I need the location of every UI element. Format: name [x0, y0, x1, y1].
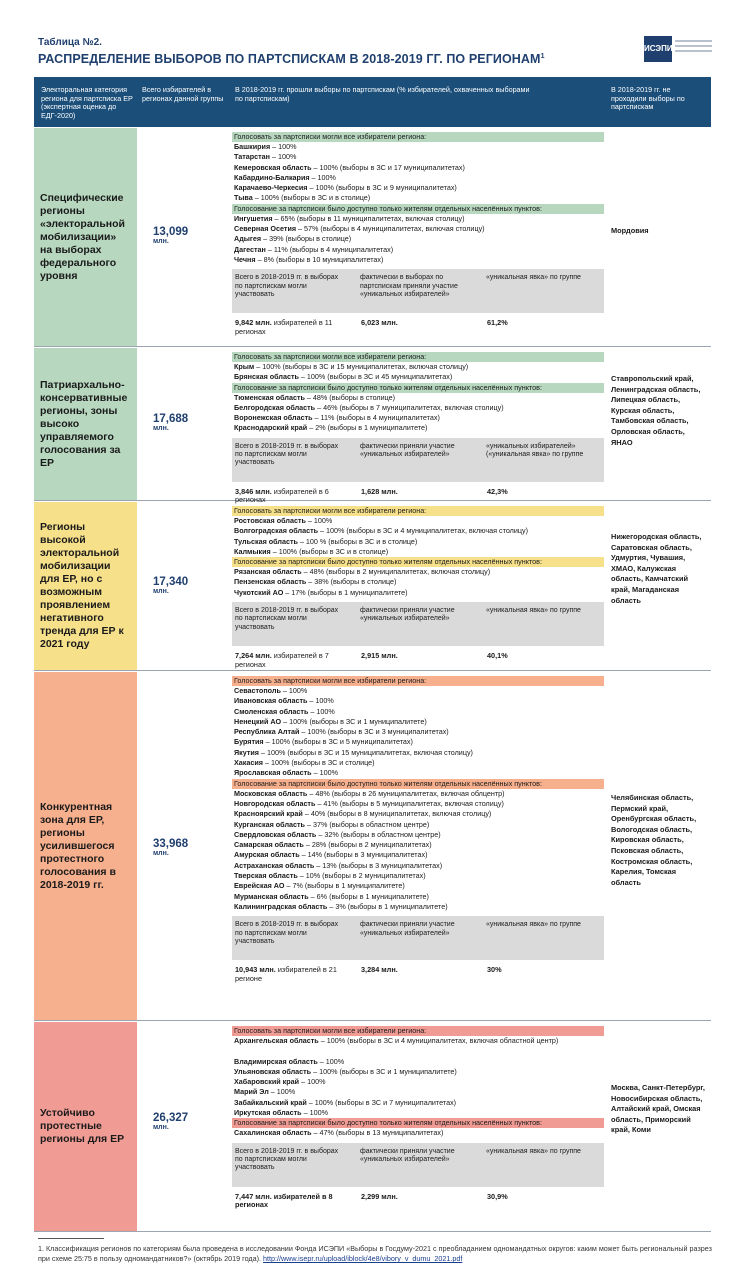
summary-actual-label: фактически приняли участие «уникальных избирателей» — [360, 442, 455, 459]
region-row — [232, 1128, 604, 1138]
summary-values — [232, 482, 604, 504]
region-name: Крым — [234, 362, 255, 371]
region-detail: – 39% (выборы в столице) — [261, 234, 352, 244]
footnote-rule — [38, 1238, 104, 1239]
region-detail: – 46% (выборы в 7 муниципалитетах, включая столицу) — [315, 402, 504, 412]
region-name: Самарская область — [234, 840, 304, 850]
summary-header — [232, 1143, 604, 1187]
region-name: Чукотский АО — [234, 587, 284, 597]
summary-actual-label: фактически приняли участие «уникальных избирателей» — [360, 607, 455, 623]
turnout-value: 40,1% — [487, 651, 508, 661]
region-detail: – 100% — [268, 1087, 296, 1097]
voters-total — [153, 576, 223, 596]
header-not-held: В 2018-2019 гг. не проходили выборы по партспискам — [611, 85, 685, 112]
region-row — [232, 871, 604, 881]
footnote-text: 1. Классификация регионов по категориям была проведена в исследовании Фонда ИСЭПИ «Выборы в Госдуму-2021 с преобладанием одномандатных округов: каким может быть региональный разрез при схеме 25:75 в пользу одномандатников?» (октябрь 2019 года). — [38, 1244, 712, 1263]
eligible-value-number: 7,447 млн. избирателей в 8 регионах — [235, 1191, 333, 1210]
region-detail: – 100% — [317, 1056, 345, 1066]
region-row — [232, 840, 604, 850]
table-header — [34, 77, 711, 127]
region-row — [232, 567, 604, 577]
region-name: Воронежская область — [234, 413, 313, 423]
region-row — [232, 413, 604, 423]
summary-values — [232, 960, 604, 982]
category-cell — [34, 672, 137, 1020]
region-name: Тверская область — [234, 871, 298, 881]
region-row — [232, 727, 604, 737]
region-name: Волгоградская область — [234, 526, 319, 536]
region-detail: – 100% (выборы в ЗС и 45 муниципалитетах) — [298, 372, 453, 382]
category-cell — [34, 1022, 137, 1231]
summary-values — [232, 313, 604, 335]
region-row — [232, 799, 604, 809]
all-voters-bar: Голосовать за партсписки могли все избиратели региона: — [232, 676, 604, 686]
eligible-value — [235, 652, 353, 669]
partial-voters-bar: Голосование за партсписки было доступно только жителям отдельных населённых пунктов: — [232, 1118, 604, 1128]
region-detail: – 40% (выборы в 8 муниципалитетах, включая столицу) — [302, 809, 492, 819]
all-voters-bar: Голосовать за партсписки могли все избиратели региона: — [232, 132, 604, 142]
region-name: Башкирия — [234, 142, 271, 151]
region-detail: – 100% (выборы в ЗС и 15 муниципалитетах, включая столицу) — [254, 362, 469, 371]
voters-value: 33,968 — [153, 838, 189, 850]
turnout-value: 30,9% — [487, 1191, 508, 1201]
summary-header — [232, 269, 604, 313]
region-detail: – 48% (выборы в 26 муниципалитетах, включая облцентр) — [307, 788, 505, 798]
region-row — [232, 696, 604, 706]
region-row — [232, 234, 604, 244]
region-group — [34, 348, 711, 505]
summary-eligible-label: Всего в 2018-2019 гг. в выборах по партспискам могли участвовать — [235, 442, 339, 467]
region-name: Ярославская область — [234, 768, 312, 778]
region-row — [232, 1077, 604, 1087]
all-voters-bar: Голосовать за партсписки могли все избиратели региона: — [232, 352, 604, 362]
category-cell — [34, 348, 137, 500]
region-detail: – 41% (выборы в 5 муниципалитетах, включая столицу) — [315, 798, 504, 808]
region-name: Хабаровский край — [234, 1077, 300, 1087]
summary-actual-label: фактически приняли участие «уникальных избирателей» — [360, 1147, 455, 1163]
region-detail: – 100% (выборы в ЗС и 4 муниципалитетах, включая столицу) — [318, 526, 528, 536]
eligible-value-rest: избирателей в 11 регионах — [235, 318, 333, 336]
region-detail: – 14% (выборы в 3 муниципалитетах) — [299, 850, 428, 860]
region-detail: – 100% (выборы в ЗС и 5 муниципалитетах) — [263, 737, 413, 747]
region-detail: – 100% (выборы в ЗС и 15 муниципалитетах, включая столицу) — [258, 747, 473, 757]
eligible-value-number: 3,846 млн. — [235, 486, 272, 496]
region-name: Белгородская область — [234, 402, 316, 412]
region-detail: – 100% (выборы в ЗС и в столице) — [270, 546, 389, 556]
region-detail: – 2% (выборы в 1 муниципалитете) — [307, 423, 428, 433]
region-row — [232, 1098, 604, 1108]
region-name: Дагестан — [234, 244, 266, 254]
region-detail: – 17% (выборы в 1 муниципалитете) — [283, 587, 408, 597]
region-name: Сахалинская область — [234, 1128, 312, 1138]
region-row — [232, 193, 604, 203]
region-detail: – 48% (выборы в 2 муниципалитетах, включая столицу) — [301, 567, 491, 577]
header-voters: Всего избирателей в регионах данной группы — [142, 85, 224, 103]
region-name: Калининградская область — [234, 901, 328, 911]
region-detail: – 100% — [301, 1108, 328, 1118]
region-detail: – 100% (выборы в ЗС и 1 муниципалитете) — [311, 1066, 457, 1076]
region-group — [34, 672, 711, 1021]
region-detail: – 100% — [305, 516, 333, 525]
summary-actual-label: фактически в выборах по партспискам приняли участие «уникальных избирателей» — [360, 274, 458, 298]
region-name: Ростовская область — [234, 516, 306, 525]
region-detail: – 100% — [307, 696, 334, 706]
held-elections — [232, 352, 604, 504]
region-name: Владимирская область — [234, 1056, 318, 1066]
region-row — [232, 547, 604, 557]
summary-turnout-label: «уникальная явка» по группе — [486, 1147, 581, 1155]
category-label: Устойчиво протестные регионы для ЕР — [40, 1107, 125, 1145]
region-row — [232, 902, 604, 912]
region-detail: – 100% (выборы в ЗС и 9 муниципалитетах) — [307, 183, 457, 193]
region-name: Марий Эл — [234, 1087, 269, 1097]
held-elections — [232, 1026, 604, 1209]
not-held-regions: Москва, Санкт-Петербург, Новосибирская область, Алтайский край, Омская область, Приморский край, Коми — [611, 1083, 705, 1135]
voters-value: 17,340 — [153, 576, 189, 588]
category-label: Регионы высокой электоральной мобилизации для ЕР, но с возможным проявлением негативного тренда для ЕР к 2021 году — [40, 521, 124, 650]
not-held-regions: Челябинская область, Пермский край, Оренбургская область, Вологодская область, Кировская область, Псковская область, Костромская область, Карелия, Томская область — [611, 793, 697, 887]
all-voters-bar: Голосовать за партсписки могли все избиратели региона: — [232, 506, 604, 516]
category-label: Специфические регионы «электоральной мобилизации» на выборах федерального уровня — [40, 191, 126, 282]
region-name: Пензенская область — [234, 577, 307, 587]
region-detail: – 48% (выборы в столице) — [304, 392, 396, 402]
eligible-value-rest: избирателей в 6 регионах — [235, 486, 329, 505]
region-name: Татарстан — [234, 152, 270, 162]
region-name: Севастополь — [234, 686, 281, 695]
region-row — [232, 1087, 604, 1097]
region-name: Краснодарский край — [234, 423, 308, 433]
eligible-value — [235, 319, 353, 336]
region-detail: – 100% (выборы в ЗС и 4 муниципалитетах, включая областной центр) — [318, 1036, 559, 1045]
held-elections — [232, 132, 604, 335]
region-row — [232, 516, 604, 526]
voters-value: 26,327 — [153, 1112, 189, 1124]
eligible-value-number: 9,842 млн. — [235, 318, 272, 328]
region-row — [232, 142, 604, 152]
region-row — [232, 393, 604, 403]
actual-value: 2,915 млн. — [361, 651, 398, 661]
summary-eligible-label: Всего в 2018-2019 гг. в выборах по партспискам могли участвовать — [235, 921, 339, 945]
logo-lines — [675, 40, 712, 55]
region-row — [232, 686, 604, 696]
region-name: Кабардино-Балкария — [234, 172, 310, 182]
voters-unit: млн. — [153, 425, 169, 432]
actual-value: 2,299 млн. — [361, 1191, 398, 1201]
region-row — [232, 403, 604, 413]
eligible-value-rest: избирателей в 7 регионах — [235, 651, 329, 669]
region-name: Архангельская область — [234, 1036, 319, 1045]
region-name: Свердловская область — [234, 829, 317, 839]
region-name: Северная Осетия — [234, 224, 297, 234]
region-row — [232, 1036, 604, 1057]
voters-unit: млн. — [153, 1124, 169, 1131]
region-row — [232, 526, 604, 536]
region-detail: – 65% (выборы в 11 муниципалитетах, включая столицу) — [272, 213, 465, 223]
summary-turnout-label: «уникальная явка» по группе — [486, 274, 581, 282]
region-name: Курганская область — [234, 819, 305, 829]
region-detail: – 100% (выборы в ЗС и в столице) — [252, 193, 371, 203]
all-voters-bar: Голосовать за партсписки могли все избиратели региона: — [232, 1026, 604, 1036]
region-name: Тульская область — [234, 536, 298, 546]
region-name: Смоленская область — [234, 706, 309, 716]
actual-value: 3,284 млн. — [361, 965, 398, 975]
region-detail: – 32% (выборы в областном центре) — [316, 829, 441, 839]
region-row — [232, 1067, 604, 1077]
region-group — [34, 502, 711, 671]
actual-value: 6,023 млн. — [361, 318, 398, 328]
region-detail: – 100% — [299, 1077, 326, 1087]
region-row — [232, 707, 604, 717]
region-name: Бурятия — [234, 737, 264, 747]
region-detail: – 100% (выборы в ЗС и 7 муниципалитетах) — [306, 1097, 457, 1107]
voters-value: 17,688 — [153, 413, 189, 425]
region-detail: – 6% (выборы в 1 муниципалитете) — [308, 891, 429, 901]
region-name: Новгородская область — [234, 798, 316, 808]
region-detail: – 7% (выборы в 1 муниципалитете) — [284, 881, 405, 891]
summary-turnout-label: «уникальная явка» по группе — [486, 921, 581, 929]
region-detail: – 100% — [311, 768, 338, 778]
region-name: Ивановская область — [234, 696, 308, 706]
page-title — [38, 52, 545, 66]
turnout-value: 30% — [487, 965, 502, 975]
footnote-link[interactable]: http://www.iseрr.ru/upload/iblock/4e8/vibory_v_dumu_2021.pdf — [263, 1254, 463, 1263]
region-group — [34, 1022, 711, 1232]
region-name: Амурская область — [234, 850, 300, 860]
region-row — [232, 255, 604, 265]
region-row — [232, 423, 604, 433]
logo-mark: ИСЭПИ — [644, 36, 672, 62]
region-name: Якутия — [234, 747, 259, 757]
region-row — [232, 173, 604, 183]
region-row — [232, 789, 604, 799]
region-row — [232, 850, 604, 860]
region-detail: – 28% (выборы в 2 муниципалитетах) — [303, 840, 432, 850]
region-row — [232, 163, 604, 173]
region-row — [232, 245, 604, 255]
eligible-value — [235, 966, 353, 983]
region-detail: – 11% (выборы в 4 муниципалитетах) — [265, 244, 394, 254]
summary-actual-label: фактически приняли участие «уникальных избирателей» — [360, 921, 455, 937]
voters-unit: млн. — [153, 850, 169, 857]
region-group — [34, 128, 711, 347]
header-category: Электоральная категория региона для партсписка ЕР (экспертная оценка до ЕДГ-2020) — [41, 85, 133, 120]
region-detail: – 100% — [269, 152, 297, 162]
eligible-value-number: 10,943 млн. — [235, 965, 276, 975]
voters-unit: млн. — [153, 238, 169, 245]
partial-voters-bar: Голосование за партсписки было доступно только жителям отдельных населённых пунктов: — [232, 779, 604, 789]
region-detail: – 100% — [280, 686, 308, 695]
region-name: Мурманская область — [234, 891, 309, 901]
region-detail: – 37% (выборы в областном центре) — [304, 819, 430, 829]
region-name: Московская область — [234, 788, 308, 798]
region-row — [232, 224, 604, 234]
region-detail: – 100% — [308, 706, 335, 716]
region-name: Ингушетия — [234, 213, 273, 223]
region-name: Калмыкия — [234, 546, 271, 556]
region-detail: – 3% (выборы в 1 муниципалитете) — [327, 901, 448, 911]
summary-eligible-label: Всего в 2018-2019 гг. в выборах по партспискам могли участвовать — [235, 607, 339, 631]
region-name: Чечня — [234, 254, 256, 264]
voters-value: 13,099 — [153, 226, 189, 238]
eligible-value — [235, 1193, 353, 1210]
region-detail: – 100% (выборы в ЗС и 3 муниципалитетах) — [299, 727, 449, 737]
region-name: Ненецкий АО — [234, 716, 282, 726]
region-detail: – 38% (выборы в столице) — [306, 577, 397, 587]
region-row — [232, 861, 604, 871]
region-row — [232, 881, 604, 891]
region-row — [232, 1057, 604, 1067]
region-detail: – 8% (выборы в 10 муниципалитетах) — [255, 254, 384, 264]
summary-eligible-label: Всего в 2018-2019 гг. в выборах по партспискам могли участвовать — [235, 274, 339, 298]
category-cell — [34, 128, 137, 346]
region-name: Ульяновская область — [234, 1066, 312, 1076]
summary-values — [232, 1187, 604, 1209]
region-detail: – 100% — [309, 172, 336, 182]
footnote — [38, 1244, 718, 1264]
not-held-regions: Мордовия — [611, 226, 649, 235]
summary-values — [232, 646, 604, 668]
category-cell — [34, 502, 137, 670]
region-name: Еврейская АО — [234, 881, 285, 891]
region-row — [232, 737, 604, 747]
region-row — [232, 830, 604, 840]
region-detail: – 11% (выборы в 4 муниципалитетах) — [312, 413, 440, 423]
region-name: Забайкальский край — [234, 1097, 307, 1107]
region-row — [232, 362, 604, 372]
region-detail: – 100 % (выборы в ЗС и в столице) — [297, 536, 418, 546]
region-name: Тыва — [234, 193, 253, 203]
region-detail: – 100% (выборы в ЗС и 1 муниципалитете) — [281, 716, 427, 726]
region-row — [232, 372, 604, 382]
summary-turnout-label: «уникальная явка» по группе — [486, 607, 581, 615]
region-row — [232, 809, 604, 819]
region-name: Адыгея — [234, 234, 262, 244]
header-held: В 2018-2019 гг. прошли выборы по партспискам (% избирателей, охваченных выборами по партспискам) — [235, 85, 530, 103]
region-row — [232, 1108, 604, 1118]
partial-voters-bar: Голосование за партсписки было доступно только жителям отдельных населённых пунктов: — [232, 557, 604, 567]
region-name: Брянская область — [234, 372, 299, 382]
summary-turnout-label: «уникальных избирателей» («уникальная явка» по группе — [486, 442, 584, 459]
isepi-logo — [644, 36, 712, 62]
region-name: Хакасия — [234, 758, 263, 768]
region-row — [232, 588, 604, 598]
region-row — [232, 758, 604, 768]
region-row — [232, 183, 604, 193]
region-detail: – 100% (выборы в ЗС и 17 муниципалитетах) — [311, 162, 465, 172]
region-name: Рязанская область — [234, 567, 302, 577]
held-elections — [232, 676, 604, 982]
region-name: Республика Алтай — [234, 727, 300, 737]
region-row — [232, 768, 604, 778]
not-held-regions: Нижегородская область, Саратовская область, Удмуртия, Чувашия, ХМАО, Калужская область, Камчатский край, Магаданская область — [611, 532, 702, 605]
voters-unit: млн. — [153, 588, 169, 595]
summary-header — [232, 602, 604, 646]
actual-value: 1,628 млн. — [361, 486, 398, 496]
partial-voters-bar: Голосование за партсписки было доступно только жителям отдельных населённых пунктов: — [232, 204, 604, 214]
voters-total — [153, 1112, 223, 1132]
region-name: Астраханская область — [234, 860, 315, 870]
region-detail: – 100% — [270, 142, 297, 151]
turnout-value: 42,3% — [487, 486, 508, 496]
region-name: Карачаево-Черкесия — [234, 183, 308, 193]
voters-total — [153, 838, 223, 858]
not-held-regions: Ставропольский край, Ленинградская область, Липецкая область, Курская область, Тамбовская область, Орловская область, ЯНАО — [611, 374, 701, 447]
region-name: Кемеровская область — [234, 162, 312, 172]
voters-total — [153, 226, 223, 246]
region-name: Красноярский край — [234, 809, 303, 819]
page-title-text: РАСПРЕДЕЛЕНИЕ ВЫБОРОВ ПО ПАРТСПИСКАМ В 2018-2019 ГГ. ПО РЕГИОНАМ — [38, 52, 541, 66]
region-row — [232, 717, 604, 727]
region-name: Иркутская область — [234, 1108, 302, 1118]
region-row — [232, 748, 604, 758]
region-detail: – 13% (выборы в 3 муниципалитетах) — [314, 860, 443, 870]
summary-header — [232, 916, 604, 960]
category-label: Конкурентная зона для ЕР, регионы усилившегося протестного голосования в 2018-2019 гг. — [40, 800, 116, 891]
region-detail: – 47% (выборы в 13 муниципалитетах) — [311, 1128, 444, 1138]
summary-eligible-label: Всего в 2018-2019 гг. в выборах по партспискам могли участвовать — [235, 1147, 339, 1172]
turnout-value: 61,2% — [487, 318, 508, 328]
region-detail: – 10% (выборы в 2 муниципалитетах) — [297, 871, 426, 881]
region-row — [232, 892, 604, 902]
region-row — [232, 537, 604, 547]
voters-total — [153, 413, 223, 433]
region-detail: – 57% (выборы в 4 муниципалитетах, включая столицу) — [296, 224, 485, 234]
summary-header — [232, 438, 604, 482]
region-detail: – 100% (выборы в ЗС и столице) — [263, 758, 375, 768]
footnote-mark: 1 — [540, 52, 545, 60]
table-number: Таблица №2. — [38, 37, 102, 48]
region-row — [232, 152, 604, 162]
held-elections — [232, 506, 604, 668]
eligible-value-number: 7,264 млн. — [235, 651, 272, 661]
partial-voters-bar: Голосование за партсписки было доступно только жителям отдельных населённых пунктов: — [232, 383, 604, 393]
category-label: Патриархально-консервативные регионы, зоны высоко управляемого голосования за ЕР — [40, 378, 128, 469]
region-row — [232, 577, 604, 587]
eligible-value-rest: избирателей в 21 регионе — [235, 965, 337, 983]
region-row — [232, 214, 604, 224]
region-row — [232, 820, 604, 830]
region-name: Тюменская область — [234, 392, 305, 402]
